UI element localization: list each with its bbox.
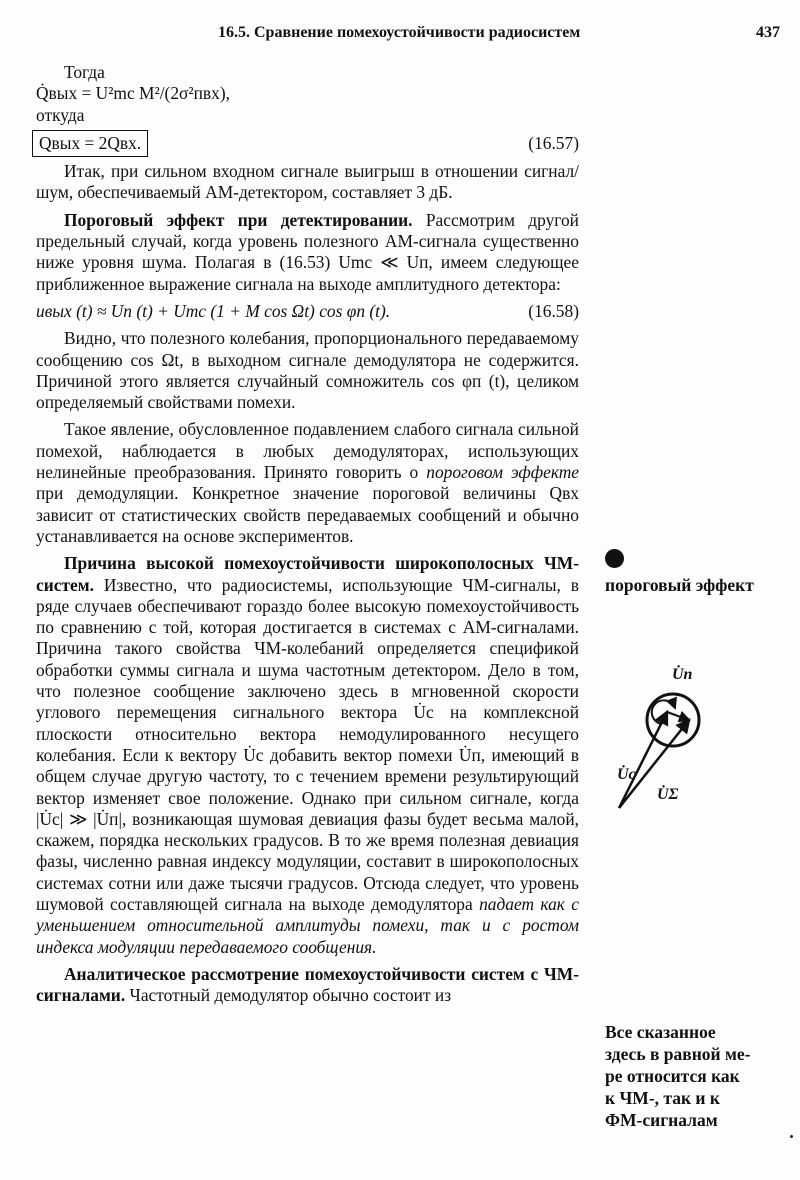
margin-note-fm-line: Все сказанное <box>605 1022 716 1042</box>
label-noise-vector: U̇п <box>672 666 693 683</box>
margin-note-fm-line: к ЧМ-, так и к <box>605 1088 720 1108</box>
run-in-heading-analysis: Аналитическое рассмотрение помехоустойчивости систем с ЧМ-сигналами. <box>36 963 579 1006</box>
fm-text: Известно, что радиосистемы, использующие ЧМ-сигналы, в ряде случаев обеспечивают гораздо более высокую помехоустойчивость по сравнению с той, которая достигается в системах с АМ-сигналами. Причина такого свойства ЧМ-колебаний определяется спецификой обработки суммы сигнала и шума частотным детектором. Дело в том, что полезное сообщение заключено здесь в мгновенной скорости углового перемещения сигнального вектора U̇с на комплексной плоскости относительно вектора немодулированного несущего колебания. Если к вектору U̇с добавить вектор помехи U̇п, имеющий в общем случае другую частоту, то с течением времени результирующий вектор изменяет свое положение. Однако при сильном сигнале, когда |U̇с| ≫ |U̇п|, возникающая шумовая девиация фазы будет весьма малой, скажем, порядка нескольких градусов. В то же время полезная девиация фазы, численно равная индексу модуляции, составит в широкополосных системах сотни или даже тысячи градусов. Отсюда следует, что уровень шумовой составляющей сигнала на выходе демодулятора <box>36 574 579 914</box>
threshold-text-start: Такое явление, обусловленное подавлением слабого сигнала сильной помехой, наблюдается в любых демодуляторах, использующих нелинейные преобразования. Принято говорить о <box>36 419 579 483</box>
scan-speck <box>790 1135 793 1138</box>
section-title: 16.5. Сравнение помехоустойчивости радиосистем <box>218 24 581 41</box>
run-in-heading-threshold: Пороговый эффект при детектировании. <box>64 209 413 230</box>
paragraph-gain-3db: Итак, при сильном входном сигнале выигрыш в отношении сигнал/шум, обеспечиваемый АМ-детектором, составляет 3 дБ. <box>36 161 579 203</box>
main-text-column <box>36 62 579 1006</box>
threshold-effect-term: пороговом эффекте <box>426 462 580 483</box>
then-word: Тогда <box>64 62 105 82</box>
margin-note-fm-line: здесь в равной ме- <box>605 1044 751 1064</box>
label-signal-vector: U̇с <box>617 766 636 783</box>
run-in-heading-fm: Причина высокой помехоустойчивости широкополосных ЧМ-систем. <box>36 553 579 595</box>
paragraph-threshold-effect <box>36 210 579 295</box>
paragraph-threshold-phenomenon <box>36 419 579 547</box>
margin-bullet-icon <box>605 549 624 568</box>
analysis-text: Частотный демодулятор обычно состоит из <box>129 985 452 1006</box>
page-number: 437 <box>756 24 780 41</box>
margin-note-fm-line: ре относится как <box>605 1066 740 1086</box>
margin-note-fm-line: ФМ-сигналам <box>605 1110 718 1130</box>
boxed-formula-16-57: Qвых = 2Qвх. <box>32 130 148 157</box>
noise-vector <box>667 712 689 720</box>
paragraph-threshold-text: Рассмотрим другой предельный случай, когда уровень полезного АМ-сигнала существенно ниже уровня шума. Полагая в (16.53) Umc ≪ Uп, имеем следующее приближенное выражение сигнала на выходе амплитудного детектора: <box>36 209 579 294</box>
paragraph-fm-analysis <box>36 964 579 1007</box>
paragraph-no-useful-signal: Видно, что полезного колебания, пропорционального передаваемому сообщению cos Ωt, в выходном сигнале демодулятора не содержится. Причиной этого является случайный сомножитель cos φп (t), целиком определяемый свойствами помехи. <box>36 328 579 413</box>
formula-number-16-58: (16.58) <box>528 300 579 321</box>
threshold-text-end: при демодуляции. Конкретное значение пороговой величины Qвх зависит от статистических свойств передаваемых сообщений и обычно устанавливается на основе экспериментов. <box>36 483 579 546</box>
formula-number-16-57: (16.57) <box>528 132 579 153</box>
margin-note-threshold: пороговый эффект <box>605 575 754 595</box>
whence-word: откуда <box>36 104 85 125</box>
formula-16-58: uвых (t) ≈ Uп (t) + Umc (1 + M cos Ωt) cos φп (t). <box>36 300 391 321</box>
label-sum-vector: U̇Σ <box>657 786 679 803</box>
formula-16-58-row <box>36 301 579 322</box>
formula-16-57-row <box>36 126 579 161</box>
fm-italic-conclusion: падает как с уменьшением относительной амплитуды помехи, так и с ростом индекса модуляции передаваемого сообщения. <box>36 893 579 957</box>
formula-output-snr: Q̇вых = U²mc M²/(2σ²пвх), <box>36 83 230 104</box>
paragraph-fm-noise-immunity <box>36 553 579 958</box>
margin-note-fm <box>605 1021 751 1131</box>
